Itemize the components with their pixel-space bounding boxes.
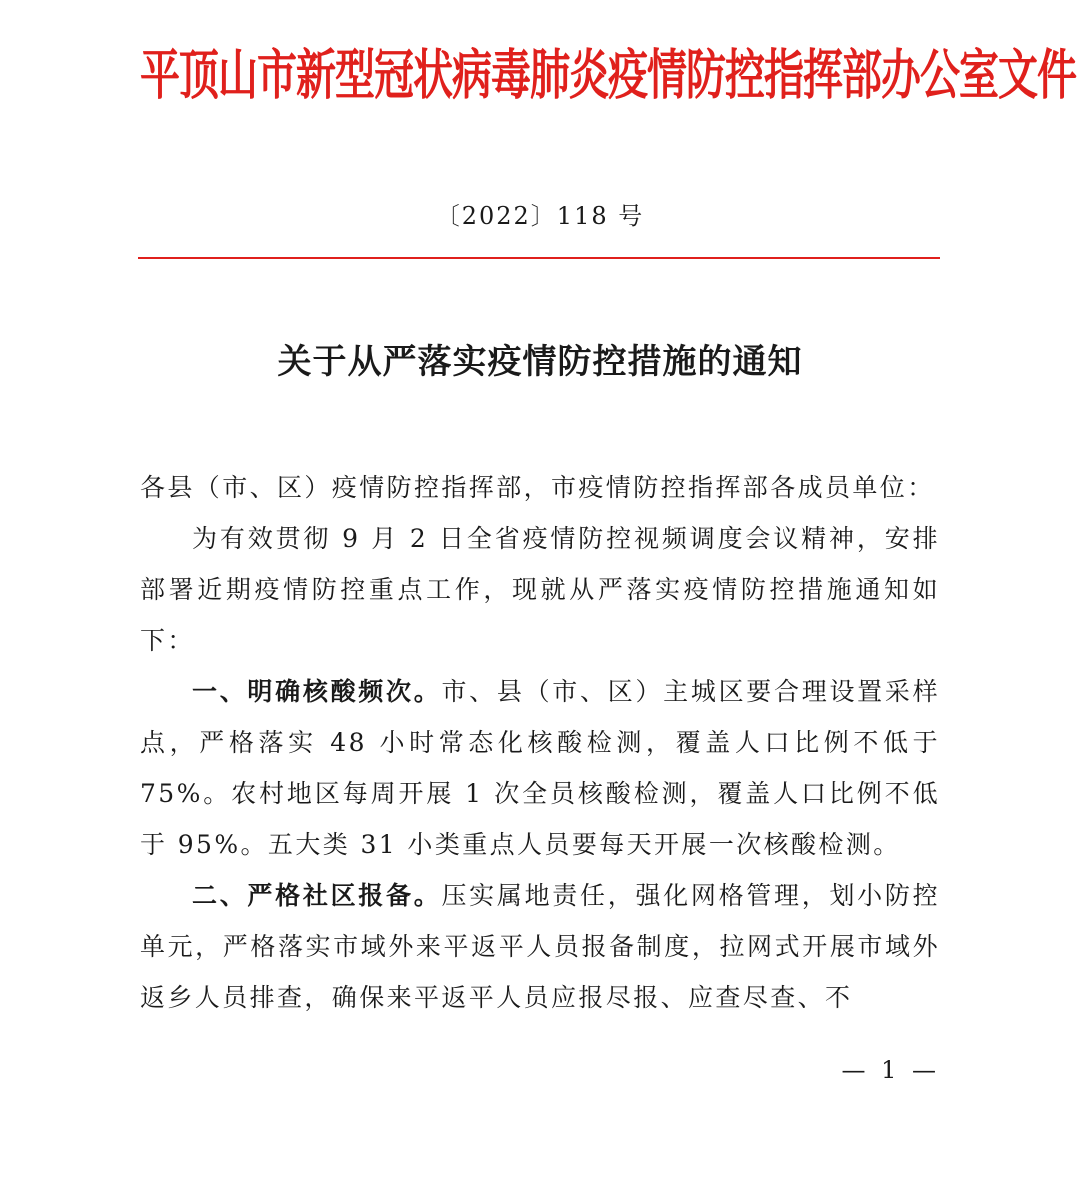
red-divider-line xyxy=(138,257,940,259)
section-text: 压实属地责任，强化网格管理，划小防控单元，严格落实市域外来平返平人员报备制度，拉网式开展市域外返乡人员排查，确保来平返平人员应报尽报、应查尽查、不 xyxy=(140,881,940,1012)
section-paragraph xyxy=(140,870,940,1023)
document-number: 〔2022〕118 号 xyxy=(435,202,645,230)
document-body xyxy=(140,462,940,1023)
section-heading: 一、明确核酸频次。 xyxy=(192,677,442,706)
section-text: 市、县（市、区）主城区要合理设置采样点，严格落实 48 小时常态化核酸检测，覆盖人口比例不低于 75%。农村地区每周开展 1 次全员核酸检测，覆盖人口比例不低于 95%。五大类 31 小类重点人员要每天开展一次核酸检测。 xyxy=(140,677,940,859)
masthead-title: 平顶山市新型冠状病毒肺炎疫情防控指挥部办公室文件 xyxy=(140,44,1076,108)
intro-paragraph: 为有效贯彻 9 月 2 日全省疫情防控视频调度会议精神，安排部署近期疫情防控重点工作，现就从严落实疫情防控措施通知如下： xyxy=(140,524,940,655)
page-number: — 1 — xyxy=(841,1056,940,1084)
salutation: 各县（市、区）疫情防控指挥部，市疫情防控指挥部各成员单位： xyxy=(140,473,935,502)
document-title: 关于从严落实疫情防控措施的通知 xyxy=(277,342,803,382)
section-heading: 二、严格社区报备。 xyxy=(192,881,442,910)
section-paragraph xyxy=(140,666,940,870)
